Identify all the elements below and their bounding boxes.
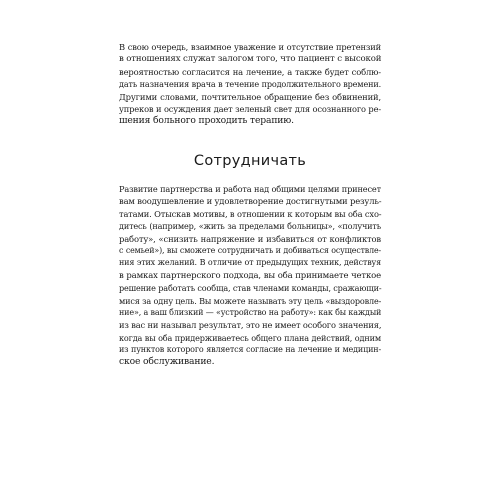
text-line: в рамках партнерского подхода, вы оба принимаете четкое	[119, 270, 381, 281]
paragraph-cooperate	[119, 183, 381, 369]
paragraph-respect	[119, 41, 381, 128]
text-line: дитесь (например, «жить за пределами больницы», «получить	[119, 221, 381, 232]
text-line: из пунктов которого является согласие на лечение и медицин-	[119, 345, 381, 355]
text-line: мися за одну цель. Вы можете называть эту цель «выздоровле-	[119, 295, 382, 306]
text-line: дать назначения врача в течение продолжительного времени.	[119, 79, 381, 90]
text-line: с семьей»), вы сможете сотрудничать и добиваться осуществле-	[119, 245, 381, 255]
text-line: из вас ни называл результат, это не имеет особого значения,	[119, 320, 382, 331]
text-line: упреков и осуждения дает зеленый свет для осознанного ре-	[119, 103, 381, 114]
text-line: вам воодушевление и удовлетворение достигнутыми резуль-	[119, 196, 382, 207]
text-line: когда вы оба придерживаетесь общего плана действий, одним	[119, 332, 381, 343]
section-heading: Сотрудничать	[193, 153, 307, 169]
text-line: вероятностью согласится на лечение, а также будет соблю-	[119, 66, 381, 77]
text-line: ние», а ваш близкий — «устройство на работу»: как бы каждый	[119, 307, 382, 317]
text-line: В свою очередь, взаимное уважение и отсутствие претензий	[119, 42, 381, 52]
text-line: татами. Отыскав мотивы, в отношении к которым вы оба схо-	[119, 208, 382, 219]
text-line: в отношениях служат залогом того, что пациент с высокой	[119, 54, 382, 65]
text-line: работу», «снизить напряжение и избавиться от конфликтов	[119, 233, 381, 244]
text-line: шения больного проходить терапию.	[119, 115, 294, 127]
text-line: Развитие партнерства и работа над общими целями принесет	[119, 184, 381, 194]
text-line: решение работать сообща, став членами команды, сражающи-	[119, 283, 382, 294]
text-line: Другими словами, почтительное обращение без обвинений,	[119, 91, 381, 102]
text-line: ния этих желаний. В отличие от предыдущих техник, действуя	[119, 258, 381, 268]
text-line: ское обслуживание.	[119, 356, 215, 368]
